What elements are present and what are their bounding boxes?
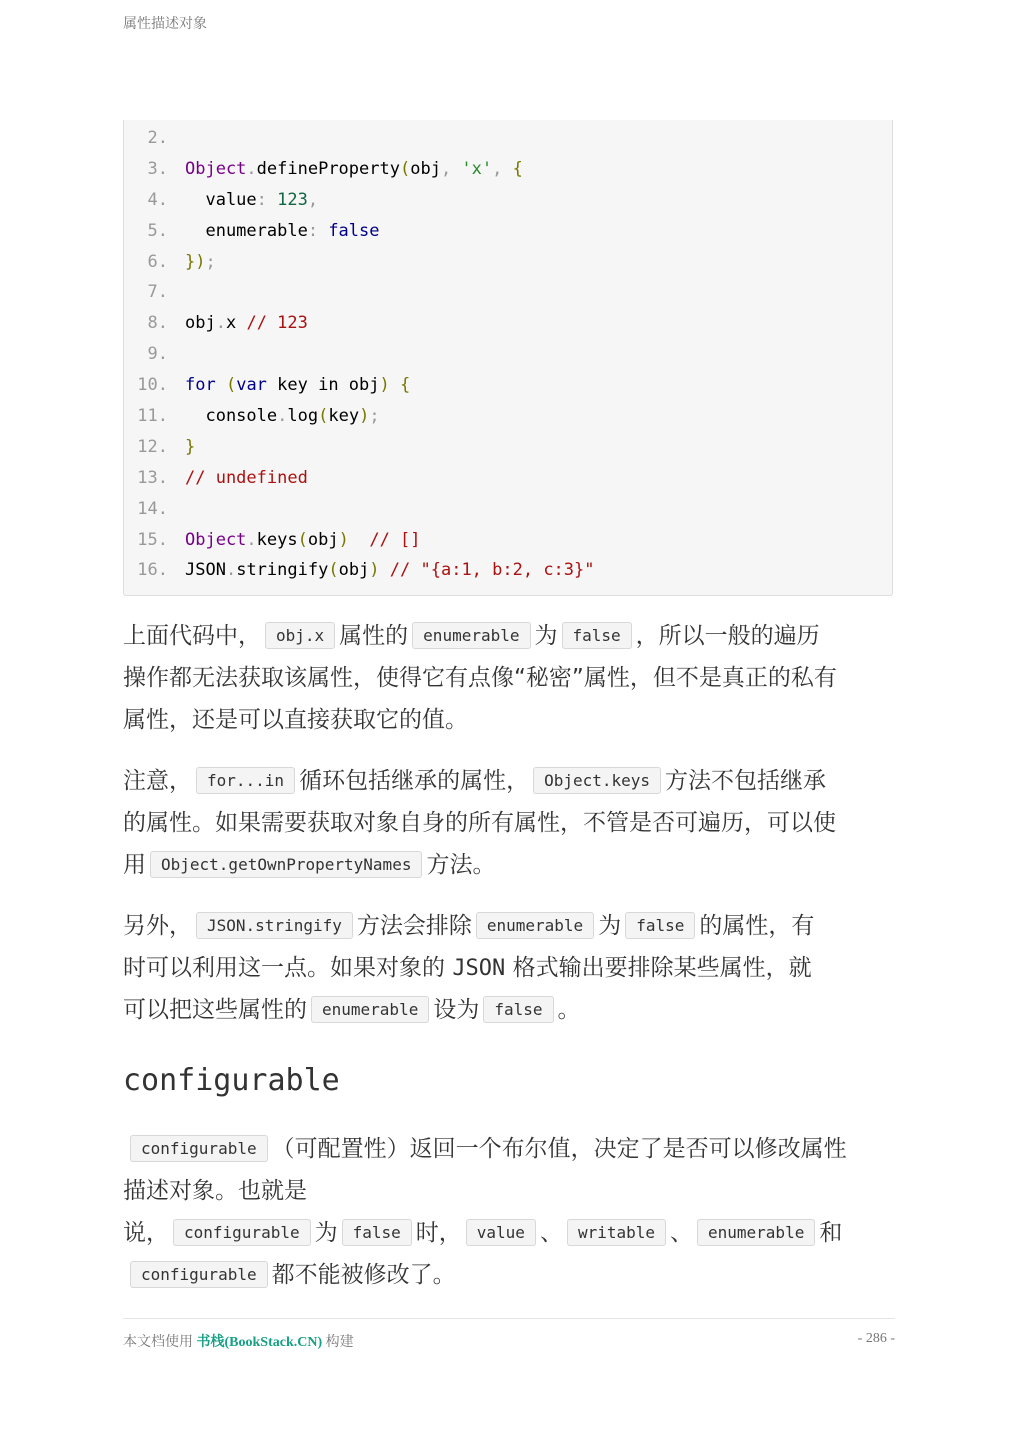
json-word: JSON bbox=[452, 956, 506, 981]
text: 格式输出要排除某些属性，就 bbox=[505, 955, 812, 981]
code-token: ) bbox=[369, 560, 380, 581]
code-text bbox=[185, 401, 380, 432]
line-number: 6. bbox=[147, 251, 168, 272]
paragraph-line bbox=[123, 947, 895, 989]
paragraph-line bbox=[123, 844, 895, 886]
paragraph-line bbox=[123, 1128, 895, 1170]
text: 都不能被修改了。 bbox=[271, 1262, 456, 1288]
code-token: JSON bbox=[185, 560, 226, 581]
code-lines bbox=[124, 123, 595, 586]
code-token: 123 bbox=[277, 189, 308, 210]
text: 、 bbox=[670, 1220, 693, 1246]
code-token: false bbox=[328, 220, 380, 241]
page-number: - 286 - bbox=[857, 1331, 895, 1346]
paragraph-configurable bbox=[123, 1128, 895, 1296]
line-number: 16. bbox=[137, 560, 168, 581]
inline-code: enumerable bbox=[412, 622, 530, 649]
text: 可以把这些属性的 bbox=[123, 997, 307, 1023]
code-token: } bbox=[185, 436, 196, 457]
code-token: , bbox=[492, 158, 513, 179]
line-number: 14. bbox=[137, 498, 168, 519]
code-token bbox=[390, 375, 400, 395]
text: 注意， bbox=[123, 768, 192, 794]
code-token: . bbox=[277, 406, 288, 427]
inline-code: false bbox=[483, 996, 553, 1023]
text: 方法不包括继承 bbox=[665, 768, 827, 794]
inline-code: writable bbox=[567, 1219, 666, 1246]
text: 和 bbox=[819, 1220, 843, 1246]
paragraph-line bbox=[123, 760, 895, 802]
paragraph-line bbox=[123, 615, 895, 657]
text: 为 bbox=[598, 913, 622, 939]
code-line bbox=[124, 185, 319, 216]
line-number: 12. bbox=[137, 436, 168, 457]
text: 时， bbox=[415, 1220, 462, 1246]
footer-suffix: 构建 bbox=[322, 1335, 354, 1350]
paragraph-line: 描述对象。也就是 bbox=[123, 1178, 307, 1204]
code-token: Object bbox=[185, 529, 247, 550]
code-text bbox=[185, 308, 308, 339]
footer-divider bbox=[123, 1318, 895, 1319]
code-line bbox=[124, 555, 595, 586]
inline-code: configurable bbox=[173, 1219, 311, 1246]
inline-code: Object.getOwnPropertyNames bbox=[150, 851, 422, 878]
paragraph-json-stringify-note bbox=[123, 905, 895, 1031]
code-line bbox=[124, 401, 380, 432]
text: 另外， bbox=[123, 913, 192, 939]
code-token: ; bbox=[205, 251, 216, 272]
code-token: ( bbox=[225, 375, 237, 396]
line-number: 8. bbox=[147, 313, 168, 334]
code-token: defineProperty bbox=[256, 158, 400, 179]
code-token: ) bbox=[338, 529, 349, 550]
code-line bbox=[124, 525, 421, 556]
footer-credit bbox=[123, 1331, 354, 1351]
footer-prefix: 本文档使用 bbox=[123, 1335, 197, 1350]
paragraph-enumerable-note bbox=[123, 615, 895, 741]
code-token: stringify bbox=[236, 560, 329, 581]
footer-bookstack-link[interactable]: 书栈(BookStack.CN) bbox=[196, 1335, 323, 1350]
paragraph-line: 的属性。如果需要获取对象自身的所有属性，不管是否可遍历，可以使 bbox=[123, 810, 836, 836]
line-number: 2. bbox=[147, 128, 168, 148]
line-number: 13. bbox=[137, 467, 168, 488]
paragraph-line bbox=[123, 1212, 895, 1254]
code-token bbox=[349, 530, 369, 550]
code-token: : bbox=[256, 189, 278, 210]
code-token: ( bbox=[328, 560, 339, 581]
text: 属性的 bbox=[339, 623, 409, 649]
code-line bbox=[124, 123, 168, 154]
text: 设为 bbox=[433, 997, 480, 1023]
code-text bbox=[185, 247, 216, 278]
code-token: , bbox=[307, 189, 319, 210]
code-line bbox=[124, 432, 196, 463]
code-token: ( bbox=[318, 406, 329, 427]
paragraph-for-in-note bbox=[123, 760, 895, 886]
inline-code: enumerable bbox=[697, 1219, 815, 1246]
code-token: 'x' bbox=[461, 158, 493, 179]
code-line bbox=[124, 463, 308, 494]
line-number: 4. bbox=[147, 189, 168, 210]
code-token: . bbox=[246, 529, 257, 550]
code-token: console bbox=[185, 406, 278, 427]
code-token: obj bbox=[410, 158, 441, 179]
code-text bbox=[185, 216, 380, 247]
code-token: obj bbox=[307, 529, 339, 550]
line-number: 5. bbox=[147, 220, 168, 241]
inline-code: Object.keys bbox=[533, 767, 661, 794]
paragraph-line: 属性，还是可以直接获取它的值。 bbox=[123, 707, 468, 733]
text: 方法会排除 bbox=[356, 913, 472, 939]
section-heading-configurable: configurable bbox=[123, 1063, 340, 1098]
code-token: // 123 bbox=[246, 313, 308, 334]
inline-code: configurable bbox=[130, 1261, 268, 1288]
text: 循环包括继承的属性， bbox=[299, 768, 530, 794]
code-token: Object bbox=[185, 158, 247, 179]
code-token: // undefined bbox=[185, 467, 308, 488]
code-token: }) bbox=[185, 251, 206, 272]
code-token: . bbox=[246, 158, 257, 179]
code-token: for bbox=[185, 375, 226, 396]
code-token: ( bbox=[297, 529, 308, 550]
code-text bbox=[185, 555, 595, 586]
code-line bbox=[124, 277, 168, 308]
code-line bbox=[124, 308, 308, 339]
code-line bbox=[124, 370, 411, 401]
code-token: , bbox=[440, 158, 462, 179]
text: 上面代码中， bbox=[123, 623, 261, 649]
line-number: 3. bbox=[147, 158, 168, 179]
paragraph-line bbox=[123, 1254, 895, 1296]
code-text bbox=[185, 463, 308, 494]
paragraph-line bbox=[123, 905, 895, 947]
code-token bbox=[380, 560, 390, 580]
line-number: 15. bbox=[137, 529, 168, 550]
code-token: ) bbox=[379, 375, 390, 396]
code-token: { bbox=[512, 158, 523, 179]
inline-code: false bbox=[625, 912, 695, 939]
code-token: ; bbox=[369, 406, 380, 427]
code-token: ( bbox=[399, 158, 411, 179]
inline-code: value bbox=[466, 1219, 536, 1246]
inline-code: configurable bbox=[130, 1135, 268, 1162]
inline-code: enumerable bbox=[476, 912, 594, 939]
code-token: . bbox=[225, 560, 237, 581]
code-line bbox=[124, 339, 168, 370]
code-text bbox=[185, 370, 410, 401]
page-header-title: 属性描述对象 bbox=[123, 16, 207, 32]
text: （可配置性）返回一个布尔值，决定了是否可以修改属性 bbox=[271, 1136, 847, 1162]
line-number: 10. bbox=[137, 375, 168, 396]
code-block bbox=[123, 120, 893, 596]
text: 、 bbox=[539, 1220, 563, 1246]
line-number: 9. bbox=[147, 344, 168, 365]
code-token: obj bbox=[185, 313, 216, 334]
text: 说， bbox=[123, 1220, 169, 1246]
code-token: obj bbox=[338, 560, 370, 581]
code-token: log bbox=[287, 406, 319, 427]
code-token: : bbox=[307, 220, 329, 241]
text: 为 bbox=[314, 1220, 338, 1246]
code-token: ) bbox=[359, 406, 370, 427]
inline-code: for...in bbox=[196, 767, 295, 794]
code-token: value bbox=[185, 189, 257, 210]
paragraph-line: 操作都无法获取该属性，使得它有点像“秘密”属性，但不是真正的私有 bbox=[123, 665, 837, 691]
code-token: key in obj bbox=[277, 375, 380, 396]
text: 的属性，有 bbox=[699, 913, 815, 939]
text: 用 bbox=[123, 852, 146, 878]
code-text bbox=[185, 185, 318, 216]
code-line bbox=[124, 216, 380, 247]
text: 方法。 bbox=[426, 852, 496, 878]
code-line bbox=[124, 247, 216, 278]
code-text bbox=[185, 154, 523, 185]
code-token: var bbox=[236, 375, 278, 396]
text: 为 bbox=[534, 623, 558, 649]
code-token: x bbox=[225, 313, 247, 334]
paragraph-line bbox=[123, 989, 895, 1031]
line-number: 7. bbox=[147, 282, 168, 303]
inline-code: obj.x bbox=[265, 622, 335, 649]
inline-code: false bbox=[562, 622, 632, 649]
text: 。 bbox=[557, 997, 581, 1023]
inline-code: JSON.stringify bbox=[196, 912, 353, 939]
code-token: enumerable bbox=[185, 220, 308, 241]
inline-code: enumerable bbox=[311, 996, 429, 1023]
code-token: // "{a:1, b:2, c:3}" bbox=[389, 560, 595, 581]
text: ，所以一般的遍历 bbox=[635, 623, 820, 649]
code-token: // [] bbox=[369, 529, 421, 550]
code-text bbox=[185, 525, 421, 556]
code-line bbox=[124, 494, 168, 525]
code-text bbox=[185, 432, 195, 463]
inline-code: false bbox=[342, 1219, 412, 1246]
code-line bbox=[124, 154, 523, 185]
text: 时可以利用这一点。如果对象的 bbox=[123, 955, 453, 981]
code-token: key bbox=[328, 406, 360, 427]
code-token: keys bbox=[256, 529, 298, 550]
line-number: 11. bbox=[137, 406, 168, 427]
code-token: . bbox=[215, 313, 226, 334]
code-token: { bbox=[400, 375, 411, 396]
